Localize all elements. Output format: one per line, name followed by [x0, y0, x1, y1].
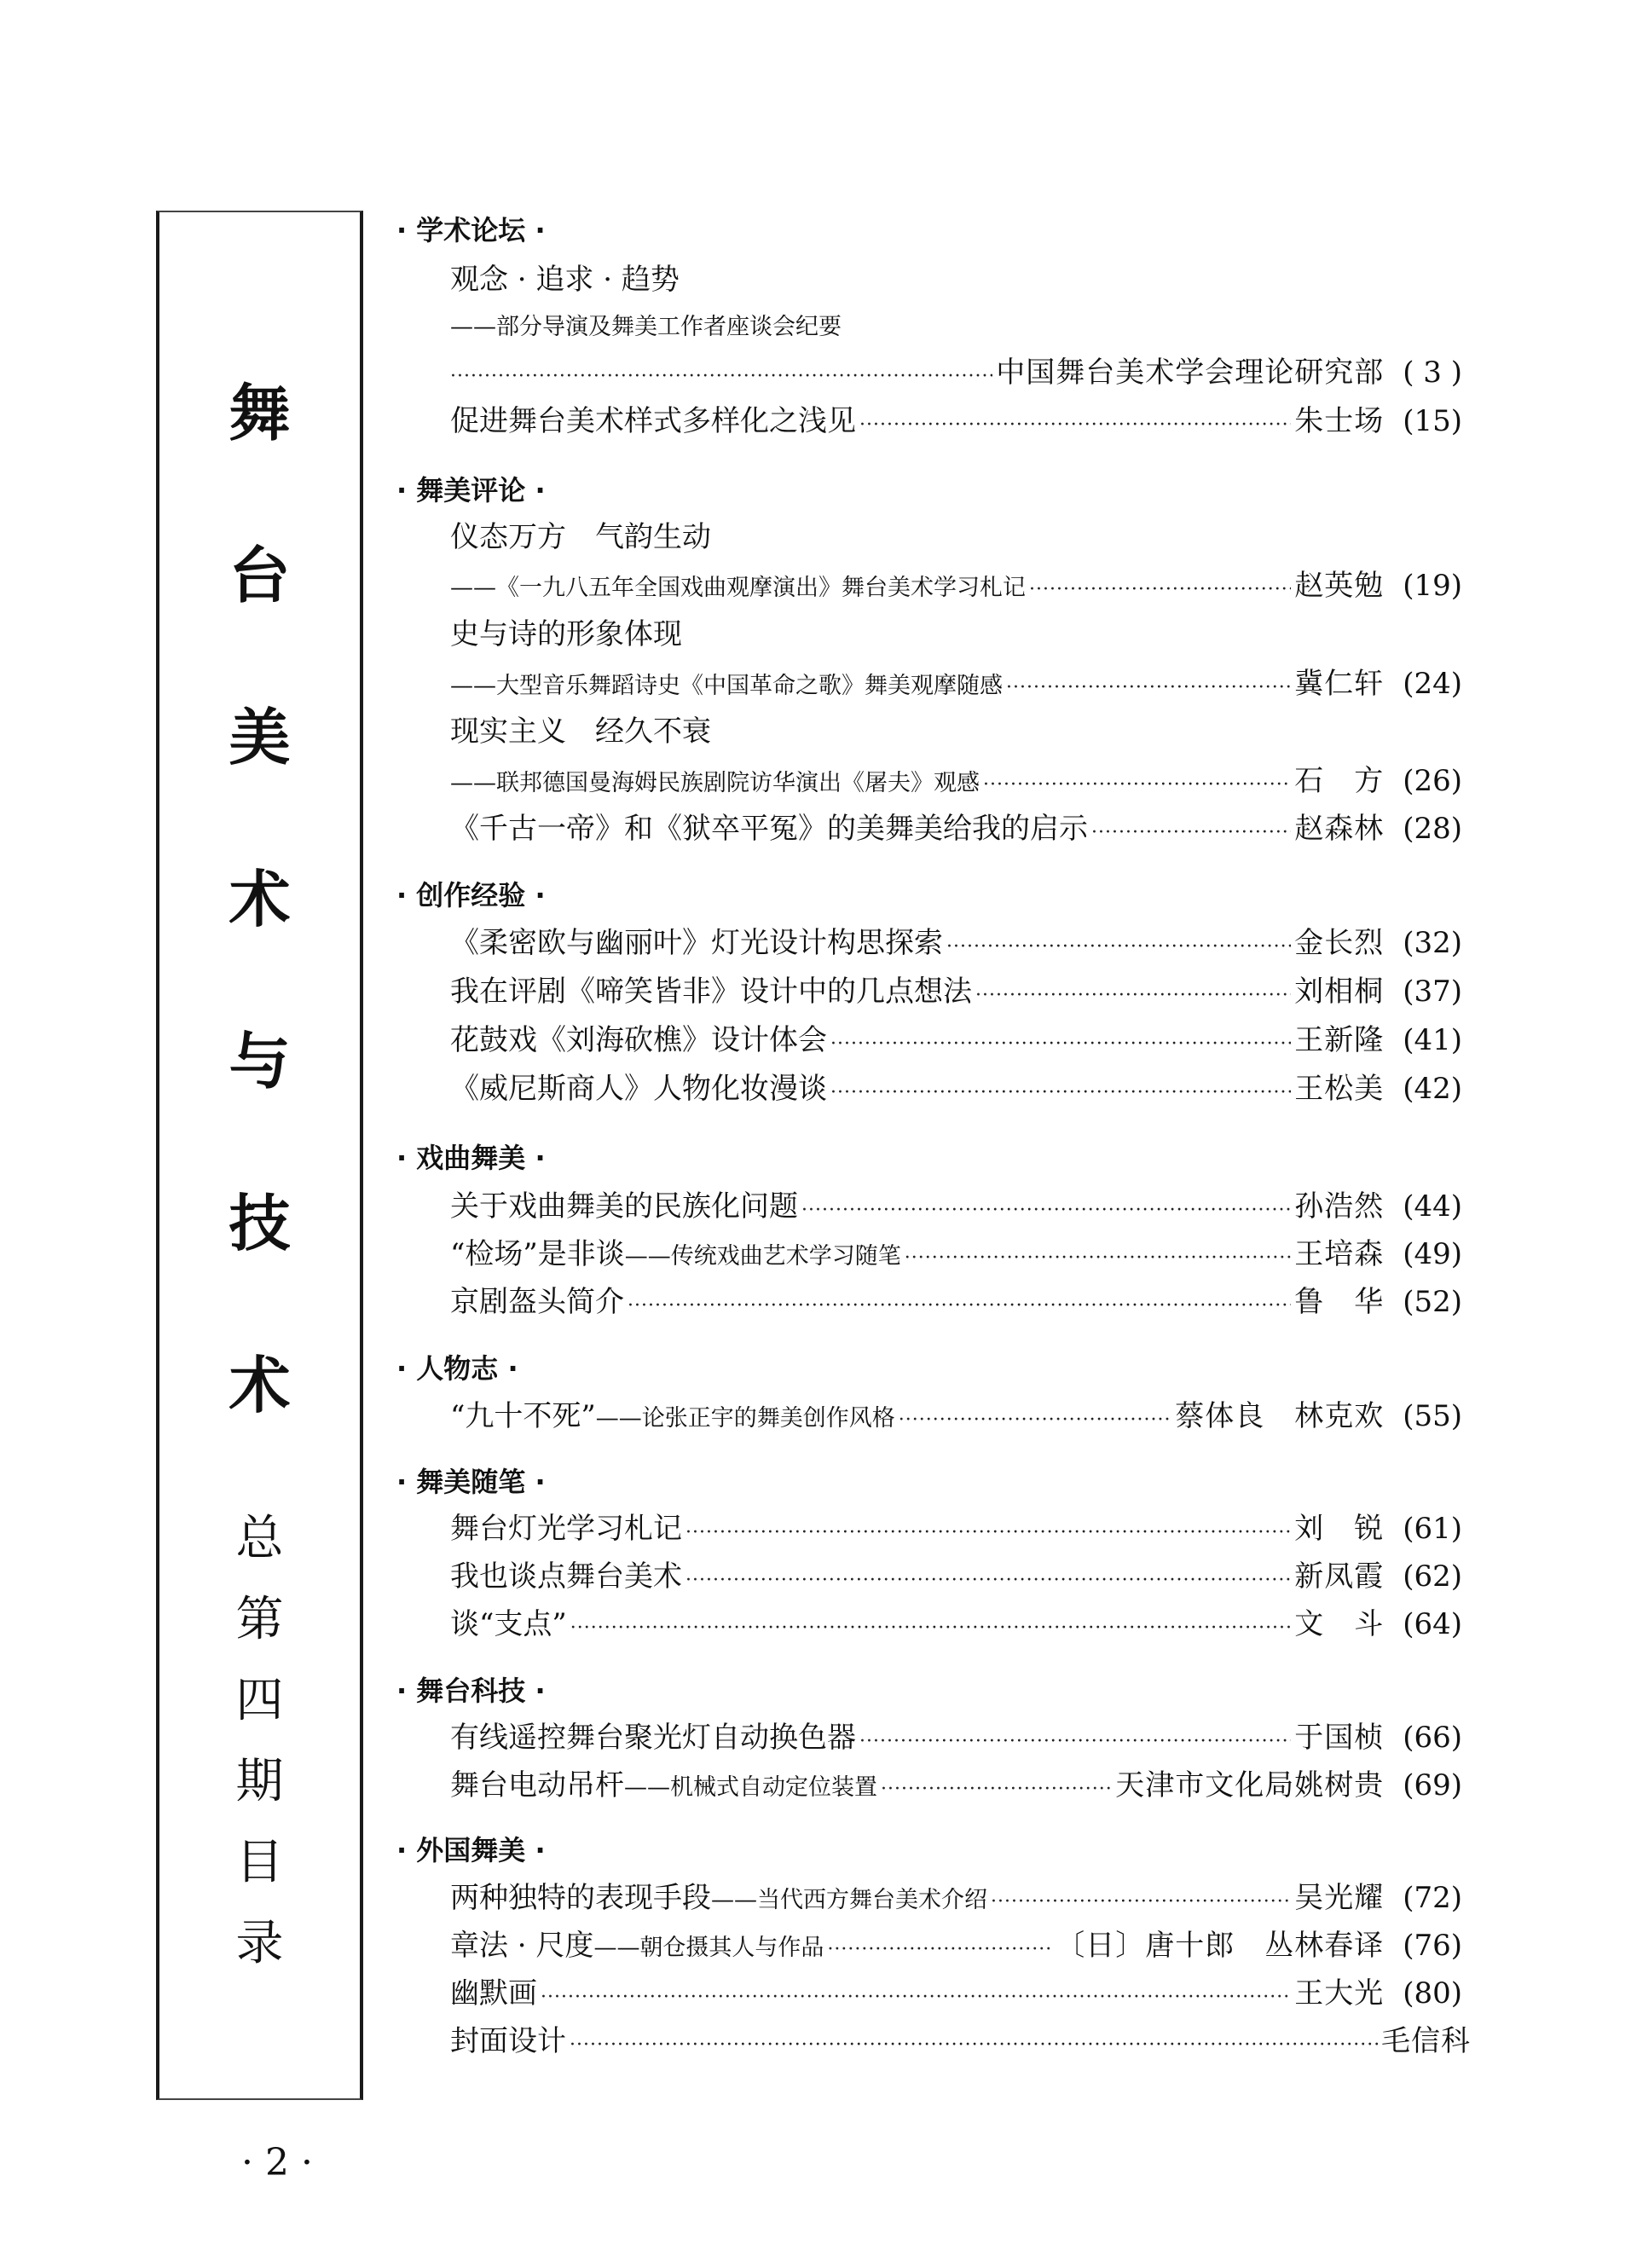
page-ref: (61): [1403, 1512, 1462, 1546]
article-author: 蔡体良 林克欢: [1175, 1399, 1385, 1433]
toc-entry[interactable]: [450, 1235, 1462, 1277]
dot-leader: [628, 1287, 1291, 1325]
dot-leader: [570, 1610, 1291, 1647]
article-author: 毛信科: [1381, 2024, 1471, 2058]
dot-leader: [685, 1562, 1291, 1600]
dot-leader: [450, 358, 992, 396]
journal-title-char: 术: [228, 1350, 291, 1421]
page-ref: (62): [1403, 1559, 1462, 1594]
article-author: 王培森: [1294, 1237, 1385, 1271]
article-subtitle: ——论张正宇的舞美创作风格: [595, 1405, 895, 1432]
journal-title-char: 与: [228, 1026, 291, 1097]
article-title: 舞台灯光学习札记: [450, 1512, 682, 1546]
article-title[interactable]: 仪态万方 气韵生动: [450, 520, 711, 554]
article-title: 《柔密欧与幽丽叶》灯光设计构思探索: [450, 926, 943, 960]
toc-entry[interactable]: [450, 1606, 1462, 1647]
article-title: 《威尼斯商人》人物化妆漫谈: [450, 1072, 827, 1106]
article-title: “检场”是非谈: [450, 1237, 625, 1271]
page-ref: (15): [1403, 404, 1462, 438]
toc-entry[interactable]: [450, 567, 1462, 609]
dot-leader: [946, 929, 1291, 966]
dot-leader: [541, 1979, 1291, 2016]
section-heading: · 舞美评论 ·: [396, 474, 546, 506]
article-author: 刘 锐: [1294, 1512, 1385, 1546]
toc-entry[interactable]: [450, 1283, 1462, 1325]
toc-entry[interactable]: [450, 1188, 1462, 1229]
page-ref: (49): [1403, 1237, 1462, 1271]
article-title: 封面设计: [450, 2024, 566, 2058]
toc-entry[interactable]: [450, 1021, 1462, 1063]
article-title: 《千古一帝》和《狱卒平冤》的美舞美给我的启示: [450, 812, 1088, 846]
article-title: 谈“支点”: [450, 1607, 567, 1641]
page-ref: (19): [1403, 569, 1462, 603]
toc-entry[interactable]: [450, 402, 1462, 444]
dot-leader: [905, 1240, 1291, 1277]
toc-entry[interactable]: [450, 762, 1462, 804]
article-subtitle: ——部分导演及舞美工作者座谈会纪要: [450, 314, 842, 340]
dot-leader: [830, 1074, 1291, 1112]
page-ref: (26): [1403, 764, 1462, 798]
dot-leader: [830, 1026, 1291, 1063]
dot-leader: [827, 1931, 1052, 1969]
article-author: 吴光耀: [1294, 1881, 1385, 1915]
article-author: 冀仁轩: [1294, 667, 1385, 701]
article-author: 石 方: [1294, 764, 1385, 798]
page-ref: (42): [1403, 1072, 1462, 1106]
page-ref: (66): [1403, 1721, 1462, 1755]
article-author: 刘相桐: [1294, 975, 1385, 1009]
page-number: · 2 ·: [241, 2141, 313, 2184]
page-ref: (64): [1403, 1607, 1462, 1641]
article-author: 文 斗: [1294, 1607, 1385, 1641]
article-title[interactable]: 现实主义 经久不衰: [450, 715, 711, 749]
toc-entry[interactable]: [450, 665, 1462, 707]
page-ref: (28): [1403, 812, 1462, 846]
issue-label-char: 目: [235, 1835, 284, 1890]
article-author: 赵英勉: [1294, 569, 1385, 603]
article-title: 促进舞台美术样式多样化之浅见: [450, 404, 856, 438]
toc-entry[interactable]: [450, 1719, 1462, 1761]
toc-entry[interactable]: [450, 2022, 1471, 2064]
dot-leader: [975, 977, 1291, 1015]
article-title: 我也谈点舞台美术: [450, 1559, 682, 1594]
article-title: “九十不死”: [450, 1399, 596, 1433]
journal-title-char: 舞: [228, 378, 291, 449]
article-author: 王新隆: [1294, 1023, 1385, 1057]
article-title: 幽默画: [450, 1976, 537, 2011]
dot-leader: [859, 1723, 1291, 1761]
article-title[interactable]: 史与诗的形象体现: [450, 617, 682, 651]
toc-entry[interactable]: [450, 1975, 1462, 2016]
article-subtitle: ——朝仓摄其人与作品: [593, 1935, 824, 1961]
article-title: 有线遥控舞台聚光灯自动换色器: [450, 1721, 856, 1755]
article-author: 王松美: [1294, 1072, 1385, 1106]
page-ref: (52): [1403, 1285, 1462, 1319]
article-author: 鲁 华: [1294, 1285, 1385, 1319]
article-title: 章法 · 尺度: [450, 1929, 594, 1963]
dot-leader: [1091, 814, 1291, 852]
article-title: 关于戏曲舞美的民族化问题: [450, 1189, 798, 1224]
section-heading: · 外国舞美 ·: [396, 1834, 546, 1866]
page-ref: (80): [1403, 1976, 1462, 2011]
journal-title-char: 技: [228, 1188, 291, 1259]
article-author: 于国桢: [1294, 1721, 1385, 1755]
article-subtitle: ——机械式自动定位装置: [624, 1774, 877, 1801]
dot-leader: [1029, 571, 1291, 609]
dot-leader: [685, 1514, 1291, 1552]
page-ref: (41): [1403, 1023, 1462, 1057]
dot-leader: [899, 1402, 1171, 1439]
journal-title-char: 术: [228, 864, 291, 935]
article-subtitle: ——《一九八五年全国戏曲观摩演出》舞台美术学习札记: [450, 575, 1026, 601]
page-ref: (55): [1403, 1399, 1462, 1433]
article-subtitle: ——联邦德国曼海姆民族剧院访华演出《屠夫》观感: [450, 770, 980, 796]
page-ref: (72): [1403, 1881, 1462, 1915]
article-title: 舞台电动吊杆: [450, 1768, 624, 1802]
article-author: 天津市文化局姚树贵: [1115, 1768, 1385, 1802]
page-ref: (37): [1403, 975, 1462, 1009]
page-ref: (24): [1403, 667, 1462, 701]
article-author: 金长烈: [1294, 926, 1385, 960]
section-heading: · 人物志 ·: [396, 1352, 518, 1385]
article-author: 赵森林: [1294, 812, 1385, 846]
article-title[interactable]: 观念 · 追求 · 趋势: [450, 263, 680, 297]
toc-entry[interactable]: [450, 924, 1462, 966]
article-title: 花鼓戏《刘海砍樵》设计体会: [450, 1023, 827, 1057]
dot-leader: [570, 2027, 1378, 2064]
page-ref: (44): [1403, 1189, 1462, 1224]
section-heading: · 创作经验 ·: [396, 879, 546, 911]
journal-title-char: 台: [228, 540, 291, 611]
article-author: 朱士场: [1294, 404, 1385, 438]
page-ref: (76): [1403, 1929, 1462, 1963]
page-ref: (32): [1403, 926, 1462, 960]
dot-leader: [881, 1771, 1112, 1808]
journal-title-char: 美: [228, 702, 291, 773]
section-heading: · 舞美随笔 ·: [396, 1466, 546, 1498]
dot-leader: [1006, 669, 1291, 707]
article-author: 中国舞台美术学会理论研究部: [996, 356, 1385, 390]
dot-leader: [801, 1192, 1291, 1229]
issue-label-char: 期: [235, 1754, 284, 1809]
toc-entry[interactable]: [450, 1767, 1462, 1808]
article-author: 新凤霞: [1294, 1559, 1385, 1594]
section-heading: · 戏曲舞美 ·: [396, 1142, 546, 1174]
dot-leader: [991, 1883, 1291, 1921]
page-ref: (69): [1403, 1768, 1462, 1802]
toc-entry[interactable]: [450, 1879, 1462, 1921]
dot-leader: [859, 407, 1291, 444]
article-subtitle: ——传统戏曲艺术学习随笔: [624, 1243, 901, 1270]
toc-entry[interactable]: [450, 973, 1462, 1015]
issue-label-char: 四: [235, 1673, 284, 1728]
issue-label-char: 总: [235, 1511, 284, 1566]
toc-entry[interactable]: [450, 1397, 1462, 1439]
toc-entry[interactable]: [450, 1927, 1462, 1969]
article-title: 京剧盔头简介: [450, 1285, 624, 1319]
issue-label-char: 第: [235, 1592, 284, 1647]
article-title: 我在评剧《啼笑皆非》设计中的几点想法: [450, 975, 972, 1009]
toc-entry[interactable]: [450, 810, 1462, 852]
section-heading: · 舞台科技 ·: [396, 1675, 546, 1707]
article-title: 两种独特的表现手段: [450, 1881, 711, 1915]
article-author: 孙浩然: [1294, 1189, 1385, 1224]
article-author: 〔日〕唐十郎 丛林春译: [1056, 1929, 1385, 1963]
article-subtitle: ——大型音乐舞蹈诗史《中国革命之歌》舞美观摩随感: [450, 673, 1003, 699]
page-ref: ( 3 ): [1403, 356, 1462, 390]
issue-label-char: 录: [235, 1916, 284, 1971]
article-author: 王大光: [1294, 1976, 1385, 2011]
section-heading: · 学术论坛 ·: [396, 214, 546, 246]
dot-leader: [983, 767, 1291, 804]
toc-entry[interactable]: [450, 1510, 1462, 1552]
toc-entry[interactable]: [450, 1070, 1462, 1112]
toc-entry[interactable]: [450, 354, 1462, 396]
article-subtitle: ——当代西方舞台美术介绍: [711, 1887, 987, 1913]
toc-entry[interactable]: [450, 1558, 1462, 1600]
